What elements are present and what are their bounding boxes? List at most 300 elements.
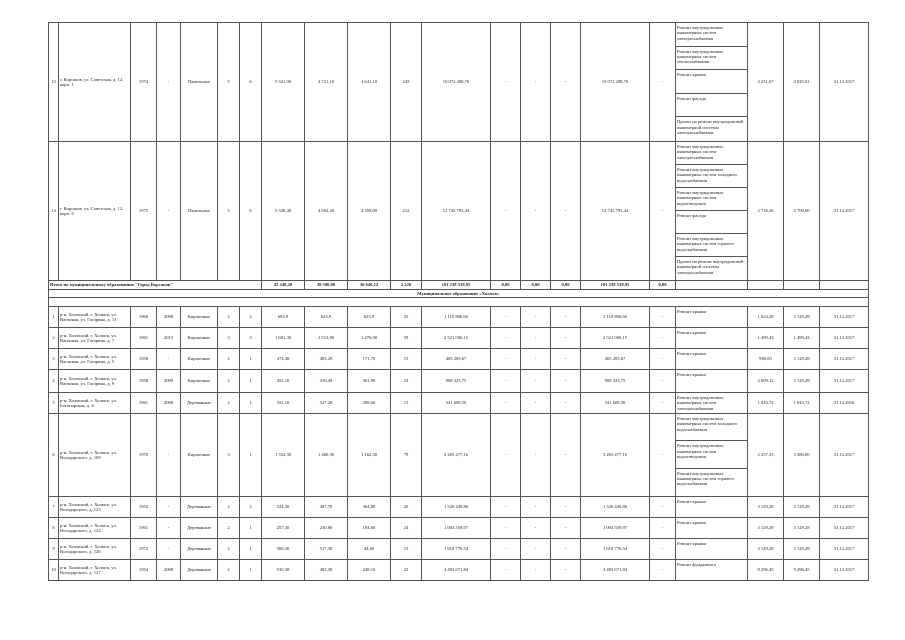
cell: Кирпичные [181,328,218,349]
cell: 31.12.2017 [820,560,869,581]
cell: 623,9 [305,307,348,328]
cell: - [491,328,521,349]
cell: 15 [391,393,422,414]
cell: - [157,414,181,497]
work-type: Ремонт крыши [677,351,706,356]
work-type: Ремонт фундамента [677,562,716,567]
table-row [49,142,869,281]
cell: - [551,307,581,328]
cell: 9 296,45 [784,560,820,581]
cell: 1961 [131,328,157,349]
cell: 2 [240,307,262,328]
cell: 683,9 [262,307,305,328]
work-type: Ремонт внутридомовых инженерных систем водоотведения [676,441,747,468]
work-type: Проект на ремонт внутридомовой инженерной системы электроснабжения [677,119,744,135]
cell: р-н. Холмский, г. Холмск, ул. Вагонная, ул. Гагарина, д. 9 [59,370,131,393]
cell: 31.12.2017 [820,23,869,142]
cell: - [521,307,551,328]
cell: 0,00 [650,281,676,290]
cell [676,518,748,539]
cell: 1 499,43 [748,328,784,349]
work-type: Ремонт крыши [677,372,706,377]
cell: 1958 [131,370,157,393]
table-row [49,560,869,581]
cell: 24 [391,518,422,539]
cell: - [551,414,581,497]
cell: 3 129,28 [748,539,784,560]
work-type: Ремонт крыши [677,541,706,546]
cell: 3 [218,414,240,497]
cell: - [491,393,521,414]
cell: р-н. Холмский, г. Холмск, ул. Володарского, д. 123 [59,497,131,518]
cell: 1954 [131,560,157,581]
cell [676,142,748,281]
work-type: Ремонт внутридомовых инженерных систем холодного водоснабжения [676,414,747,441]
cell: 1 [49,307,59,328]
work-type: Ремонт крыши [677,520,706,525]
work-type: Ремонт внутридомовых инженерных систем теплоснабжения [676,47,747,71]
cell: - [551,23,581,142]
cell: 20 [391,497,422,518]
cell: 5 [218,142,240,281]
cell: 2 [218,393,240,414]
cell: 3 129,28 [784,370,820,393]
cell: - [650,560,676,581]
cell [676,560,748,581]
cell: 10 [49,560,59,581]
cell: 4 721,10 [305,23,348,142]
cell: - [157,539,181,560]
cell: 9 [49,539,59,560]
cell: 2 [218,307,240,328]
cell: 2 716,26 [748,142,784,281]
cell: - [491,370,521,393]
work-type: Ремонт внутридомовых инженерных систем электроснабжения [676,23,747,47]
cell: - [521,142,551,281]
cell: 6 [49,414,59,497]
table-row [49,497,869,518]
cell: - [650,414,676,497]
cell: 2 [240,497,262,518]
cell: - [157,23,181,142]
cell: 7 [49,497,59,518]
cell: р-н. Холмский, г. Холмск, ул. Вагонная, ул. Гагарина, д. 11 [59,307,131,328]
cell: 2 [218,497,240,518]
cell: 212 [391,142,422,281]
cell: 31.12.2017 [820,518,869,539]
cell: 1 043,72 [748,393,784,414]
cell: 403,20 [305,349,348,370]
cell: - [551,518,581,539]
cell: - [650,307,676,328]
work-type: Ремонт крыши [676,70,747,94]
cell: - [157,518,181,539]
cell: 1 004 559,97 [581,518,650,539]
cell: 3 129,28 [748,518,784,539]
cell [676,497,748,518]
cell [820,281,869,290]
cell: 1 162,30 [348,414,391,497]
spacer-row [49,298,869,307]
cell: 31.12.2017 [820,349,869,370]
cell: 2 521 006,15 [422,328,491,349]
cell: - [157,142,181,281]
cell: 4 692,40 [305,142,348,281]
cell: 2008 [157,560,181,581]
cell: - [491,518,521,539]
cell: 1 618 776,54 [422,539,491,560]
cell: 2 [218,518,240,539]
cell: 10 072 208,70 [581,23,650,142]
cell: 1960 [131,307,157,328]
cell: 1 624,28 [748,307,784,328]
cell: 341 608,50 [581,393,650,414]
cell: 2 [49,328,59,349]
cell: Панельные [181,23,218,142]
cell: 257,30 [262,518,305,539]
cell [676,307,748,328]
cell: 474,30 [262,349,305,370]
cell: Панельные [181,142,218,281]
work-type: Ремонт внутридомовых инженерных систем холодного водоснабжения [676,165,747,188]
cell: 3 129,28 [784,349,820,370]
cell [676,23,748,142]
cell: 13 [49,23,59,142]
cell: 31.12.2016 [820,393,869,414]
cell: 1 526 449,86 [422,497,491,518]
cell: 1975 [131,142,157,281]
cell: 31.12.2017 [820,539,869,560]
cell: 3 129,28 [784,539,820,560]
cell: 14 [49,142,59,281]
cell: 22 [391,560,422,581]
cell: 1 [240,560,262,581]
cell [676,349,748,370]
cell: 5 341,00 [262,23,305,142]
cell: 3 129,28 [784,518,820,539]
cell: 1958 [131,349,157,370]
cell: - [521,497,551,518]
cell [676,393,748,414]
cell: Деревянные [181,560,218,581]
cell: 1 476,00 [348,328,391,349]
cell: 24 [391,370,422,393]
cell: 1 552,30 [262,414,305,497]
cell: 31.12.2017 [820,497,869,518]
cell: 1 [240,518,262,539]
work-type: Ремонт крыши [677,309,706,314]
cell: 245 [391,23,422,142]
cell: 4 483 671,84 [581,560,650,581]
cell: - [491,349,521,370]
cell: г. Корсаков, ул. Советская, д. 12, корп. 4 [59,142,131,281]
cell: 3 129,28 [784,497,820,518]
cell: 4 359,00 [348,142,391,281]
cell: - [521,518,551,539]
work-type: Ремонт внутридомовых инженерных систем водоотведения [676,188,747,211]
table-row [49,307,869,328]
cell [784,281,820,290]
cell: 2008 [157,393,181,414]
cell: р-н. Холмский, г. Холмск, ул. Володарского, д. 109 [59,414,131,497]
cell: Кирпичные [181,370,218,393]
cell: 1 618 776,54 [581,539,650,560]
work-type: Ремонт крыши [677,499,706,504]
cell: - [491,414,521,497]
table-row [49,23,869,142]
cell: 31.12.2017 [820,307,869,328]
cell: 1 004 559,97 [422,518,491,539]
cell: 79 [391,414,422,497]
cell: - [650,497,676,518]
work-type: Ремонт крыши [677,330,706,335]
cell: 2 [218,370,240,393]
table-row [49,539,869,560]
cell: 15 [391,349,422,370]
cell: 0,00 [551,281,581,290]
cell: 980,83 [748,349,784,370]
total-row [49,281,869,290]
cell: 341 608,50 [422,393,491,414]
cell: р-н. Холмский, г. Холмск, ул. Богатырская, д. 4 [59,393,131,414]
cell: 1 [240,539,262,560]
cell: 43 248,20 [262,281,305,290]
cell: Итого по муниципальному образованию "Город Корсаков" [49,281,262,290]
cell: Муниципальное образование «Холмск» [49,290,869,298]
cell: Кирпичные [181,307,218,328]
cell: - [521,539,551,560]
cell: 410,49 [305,370,348,393]
cell: р-н. Холмский, г. Холмск, ул. Володарского, д. 124 [59,518,131,539]
cell: 4 025,01 [784,23,820,142]
cell: 31.12.2017 [820,370,869,393]
cell: - [521,349,551,370]
cell: - [551,497,581,518]
cell: 361,90 [348,370,391,393]
cell: 15 [391,539,422,560]
work-type: Ремонт внутридомовых инженерных систем электроснабжения [677,395,724,411]
cell: 6 [240,23,262,142]
cell: 59 [391,328,422,349]
cell: - [521,370,551,393]
cell: 39 590,00 [305,281,348,290]
cell: Деревянные [181,518,218,539]
cell: - [491,497,521,518]
cell: 10 072 208,70 [422,23,491,142]
cell: - [491,142,521,281]
cell: 908 323,75 [581,370,650,393]
table-row [49,328,869,349]
cell [676,281,748,290]
cell: 3 129,28 [748,497,784,518]
cell: - [650,539,676,560]
work-type: Проект на ремонт внутридомовой инженерной системы электроснабжения [677,259,744,275]
cell: 517,30 [305,539,348,560]
cell: 2013 [157,328,181,349]
cell: 2008 [157,307,181,328]
cell: 5 348,40 [262,142,305,281]
cell: 2 [218,539,240,560]
cell: 31.12.2017 [820,328,869,349]
cell: - [491,23,521,142]
cell: 1 110 806,66 [581,307,650,328]
cell: 1972 [131,539,157,560]
section-heading-row [49,290,869,298]
cell: - [650,23,676,142]
cell: - [551,142,581,281]
cell: - [650,328,676,349]
cell: 560,30 [262,539,305,560]
cell: 482,30 [305,560,348,581]
cell: 3 [240,328,262,349]
cell: 12 745 793,44 [422,142,491,281]
cell: - [551,370,581,393]
cell: 3 265 477,16 [581,414,650,497]
table-row [49,349,869,370]
cell: р-н. Холмский, г. Холмск, ул. Вагонная, ул. Гагарина, д. 5 [59,349,131,370]
cell: 1 [240,414,262,497]
cell: 487,70 [305,497,348,518]
cell: 1 499,43 [784,328,820,349]
cell: 524,30 [262,497,305,518]
cell: 623,9 [348,307,391,328]
cell: 1961 [131,518,157,539]
cell: 465 205,67 [581,349,650,370]
cell: 2 [218,349,240,370]
cell [676,414,748,497]
cell: Деревянные [181,539,218,560]
cell: 31.12.2017 [820,142,869,281]
work-type: Ремонт фасада [676,211,747,234]
cell: 1 513,80 [305,328,348,349]
cell: г. Корсаков, ул. Советская, д. 12, корп. 1 [59,23,131,142]
cell: 3 [49,349,59,370]
cell: 6 [240,142,262,281]
cell: - [650,370,676,393]
cell: - [551,349,581,370]
cell: 352,10 [262,393,305,414]
work-type: Ремонт внутридомовых инженерных систем электроснабжения [676,142,747,165]
cell: - [157,349,181,370]
cell: 2 [218,560,240,581]
cell: 0,00 [521,281,551,290]
cell: Деревянные [181,497,218,518]
cell [49,298,869,307]
cell: 1 [240,370,262,393]
cell: 1 [240,393,262,414]
cell: Деревянные [181,393,218,414]
table-row [49,518,869,539]
cell: 44,60 [348,539,391,560]
cell: - [650,142,676,281]
cell: 1 460,30 [305,414,348,497]
cell: 9 296,45 [748,560,784,581]
cell: 171,70 [348,349,391,370]
cell: 465 205,67 [422,349,491,370]
cell: - [521,393,551,414]
cell: 364,80 [348,497,391,518]
cell: 1 110 806,66 [422,307,491,328]
cell: 908 323,75 [422,370,491,393]
cell: р-н. Холмский, г. Холмск, ул. Вагонная, ул. Гагарина, д. 7 [59,328,131,349]
cell: 36 646,12 [348,281,391,290]
cell: 0,00 [491,281,521,290]
cell: - [491,539,521,560]
cell: 4 483 671,84 [422,560,491,581]
cell: 3 380,00 [784,414,820,497]
cell: 327,20 [305,393,348,414]
cell: 5 [49,393,59,414]
work-type: Ремонт внутридомовых инженерных систем горячего водоснабжения [677,470,735,487]
cell: 25 [391,307,422,328]
cell: 230,60 [305,518,348,539]
cell: - [551,328,581,349]
cell: - [521,414,551,497]
cell: 1961 [131,393,157,414]
cell: 248,10 [348,560,391,581]
cell: р-н. Холмский, г. Холмск, ул. Володарского, д. 127 [59,560,131,581]
cell: 1 526 449,86 [581,497,650,518]
cell: - [521,328,551,349]
cell: 5 [218,23,240,142]
cell: - [650,393,676,414]
cell: 3 129,28 [784,307,820,328]
cell: 2009 [157,370,181,393]
cell [676,328,748,349]
cell: 2 521 006,15 [581,328,650,349]
cell: - [521,560,551,581]
cell: 3 [218,328,240,349]
cell: Кирпичные [181,349,218,370]
cell: 12 745 793,44 [581,142,650,281]
cell: 1974 [131,23,157,142]
cell: - [650,349,676,370]
cell: - [551,393,581,414]
cell: 2 257,33 [748,414,784,497]
cell: 101 238 538,95 [581,281,650,290]
cell [676,370,748,393]
cell: 3 265 477,16 [422,414,491,497]
table-row [49,414,869,497]
cell: 31.12.2017 [820,414,869,497]
cell: 1952 [131,497,157,518]
cell: 2 009,12 [748,370,784,393]
table-row [49,370,869,393]
cell: - [491,560,521,581]
cell: - [491,307,521,328]
cell: 4 [49,370,59,393]
cell: 1970 [131,414,157,497]
cell: Кирпичные [181,414,218,497]
cell: 530,30 [262,560,305,581]
cell: - [551,560,581,581]
cell [748,281,784,290]
register-table [48,22,869,581]
cell: 4 641,10 [348,23,391,142]
cell: 2 251,67 [748,23,784,142]
cell: - [157,497,181,518]
work-type: Ремонт внутридомовых инженерных систем горячего водоснабжения [676,234,747,257]
table-row [49,393,869,414]
cell: 452,10 [262,370,305,393]
cell: 3 700,00 [784,142,820,281]
cell: - [551,539,581,560]
cell: - [521,23,551,142]
cell: 288,60 [348,393,391,414]
cell: 2 220 [391,281,422,290]
cell: р-н. Холмский, г. Холмск, ул. Володарского, д. 126 [59,539,131,560]
cell: 194,60 [348,518,391,539]
